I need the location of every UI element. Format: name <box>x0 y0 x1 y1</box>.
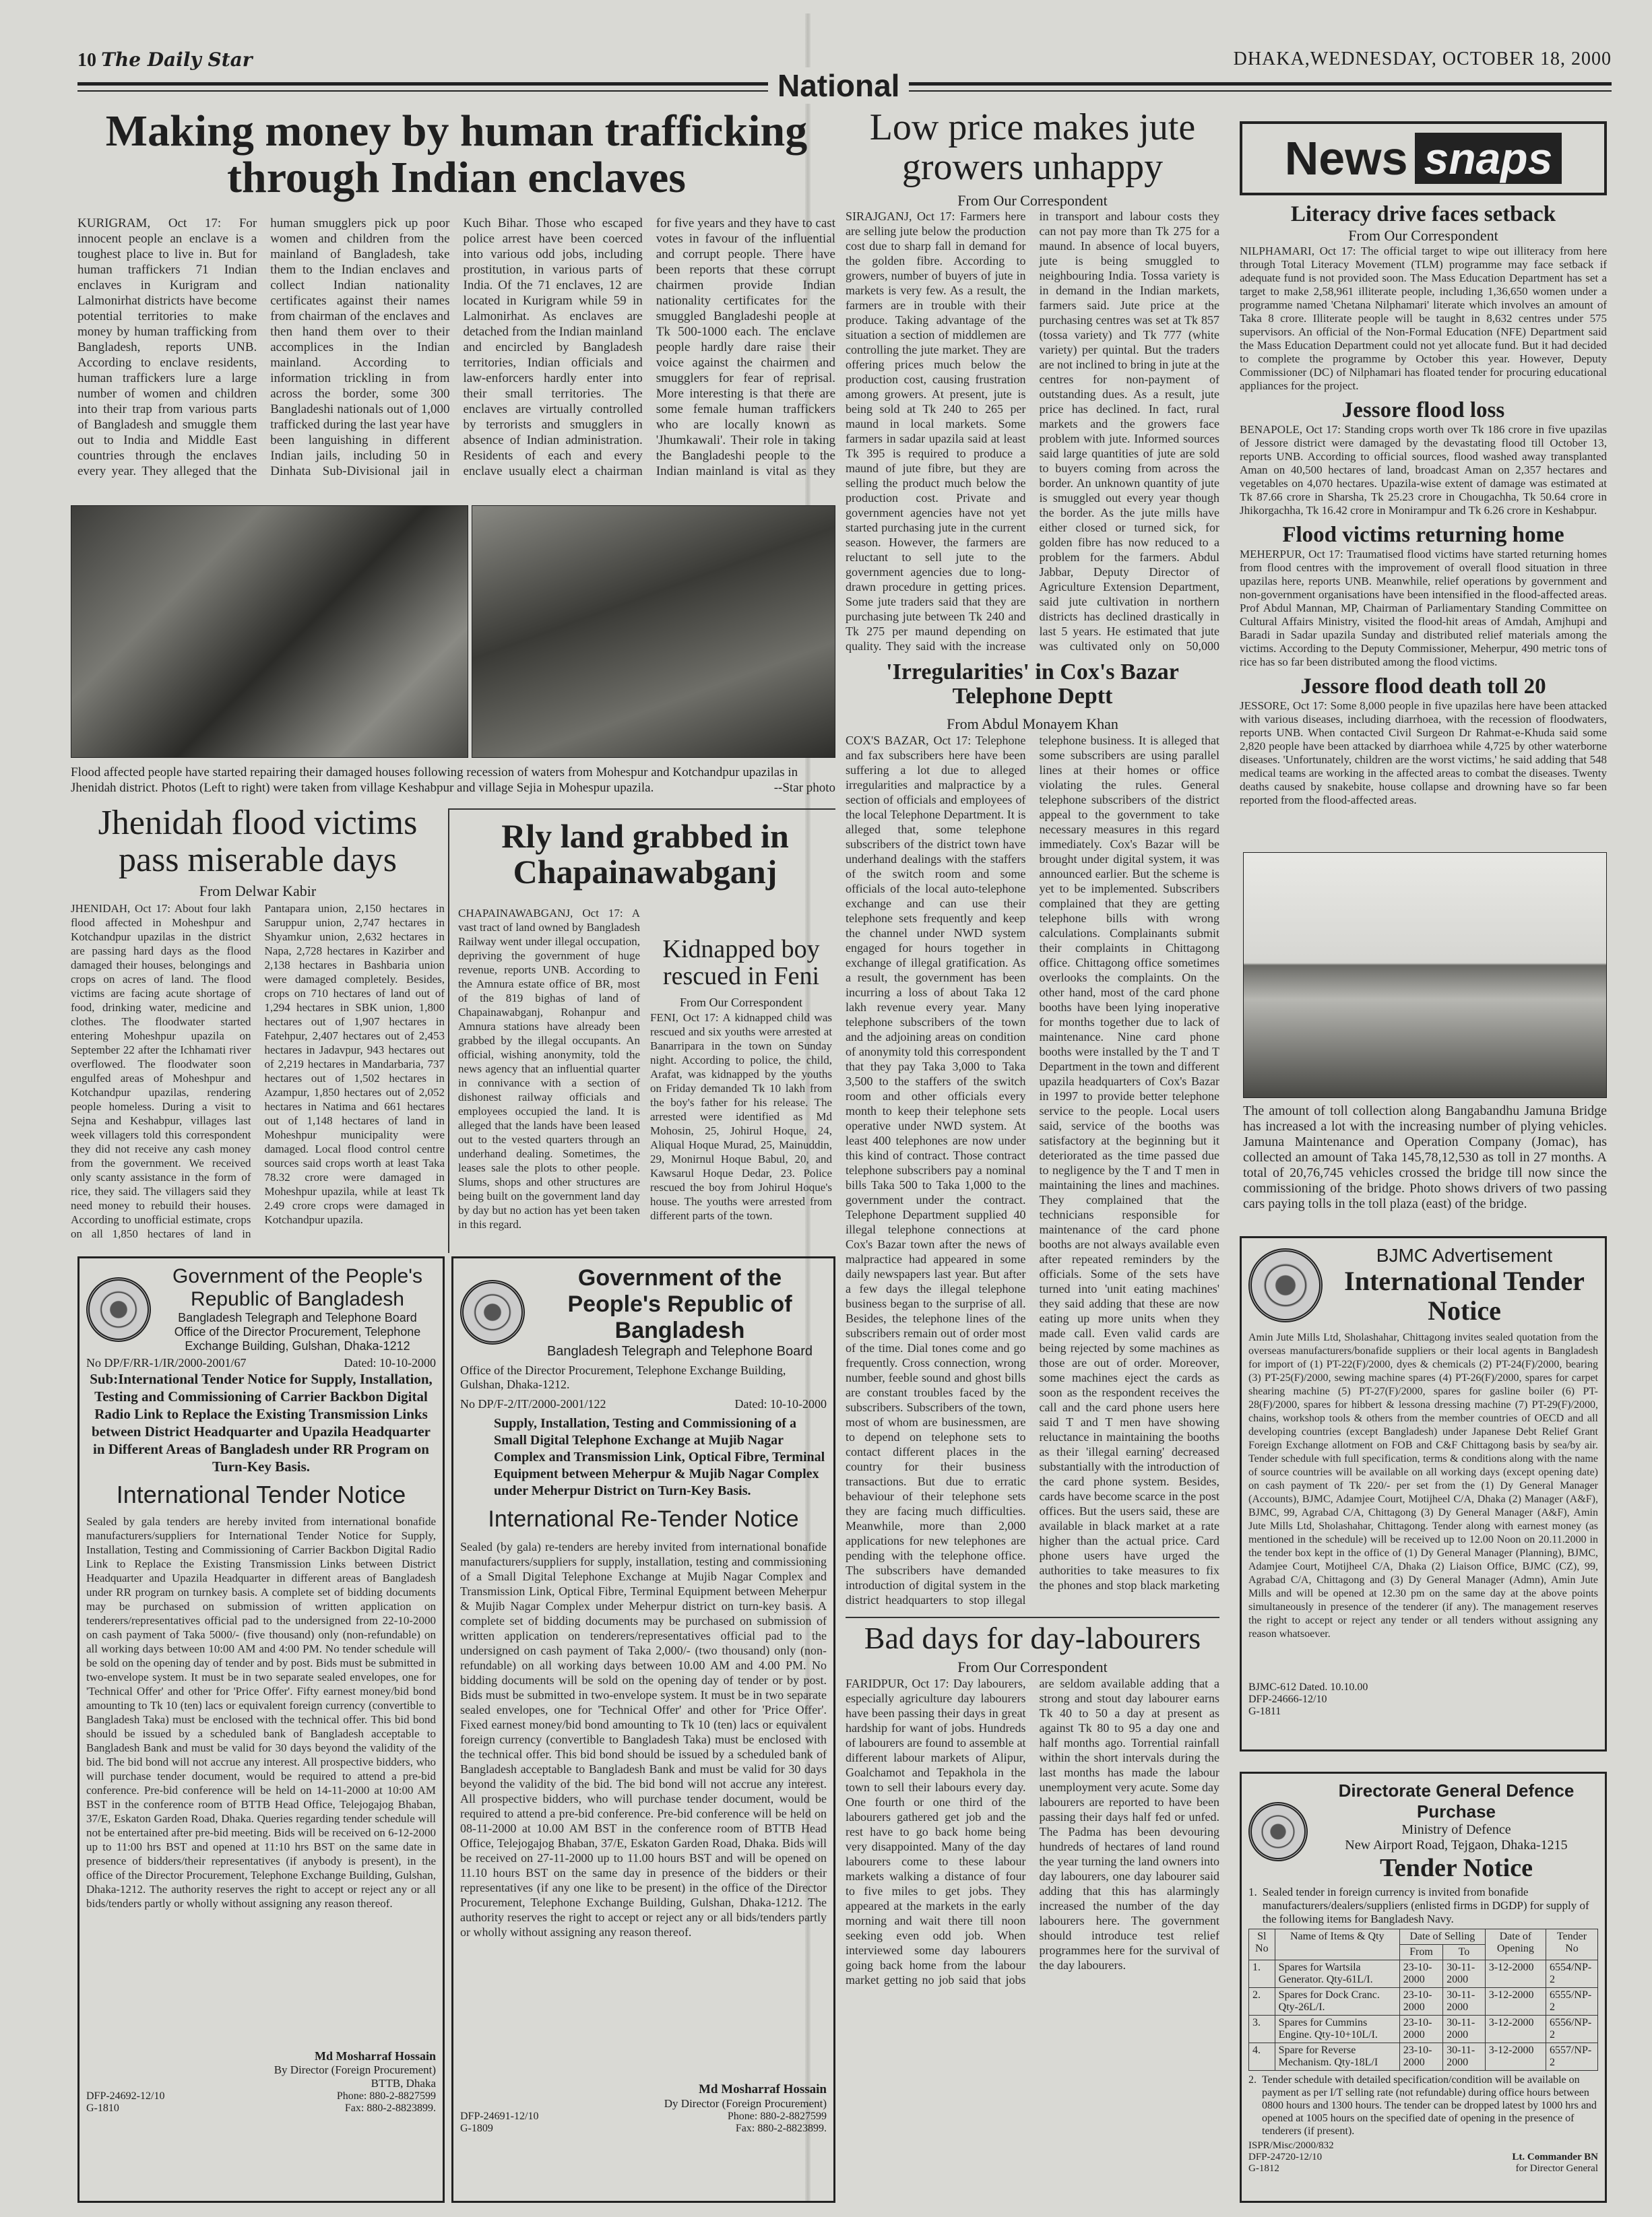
table-header-row <box>1249 1929 1598 1945</box>
ad-code: G-1810 <box>86 2102 119 2114</box>
brief-body: JESSORE, Oct 17: Some 8,000 people in five upazilas here have been attacked with various diseases, including diarrhoea, with the recession of floodwaters, reports UNB. When contacted Civil Surgeon Dr Rahmat-e-Khuda said some 2,820 people have been attacked by diarrhoea while 4,725 by other waterborne diseases. 'Unfortunately, children are the worst victims,' he said adding that 548 medical teams are working in the affected areas to combat the diseases. Twenty deaths caused by snakebite, house collapse and drowning have so far been reported from the flood-affected areas. <box>1240 699 1607 806</box>
ad-office: Office of the Director Procurement, Telephone Exchange Building, Gulshan, Dhaka-1212 <box>174 1325 421 1353</box>
ad-code: DFP-24666-12/10 <box>1248 1694 1327 1705</box>
labourers-headline: Bad days for day-labourers <box>846 1617 1219 1654</box>
ad-date: Dated: 10-10-2000 <box>344 1356 436 1370</box>
cell: 3. <box>1249 2016 1275 2043</box>
cell: 3-12-2000 <box>1485 2043 1546 2071</box>
ad-title: International Tender Notice <box>1344 1266 1585 1326</box>
cell: 6555/NP-2 <box>1546 1988 1597 2016</box>
jute-headline: Low price makes jute growers unhappy <box>869 106 1196 188</box>
coxs-body: COX'S BAZAR, Oct 17: Telephone and fax subscribers here have been suffering a lot due to alleged irregularities and malpractice by a section of officials and employees of the local Telephone Department. It is alleged that, some telephone subscribers of the district town have underhand dealings with the staffers of the switch room and some officials of the local auto-telephone exchange and can use their telephone sets frequently and keep the channel under NWD system engaged for hours together in exchange of illegal gratification. As a result, the government has been incurring a loss of about Taka 12 lakh revenue every year. Many telephone subscribers of the town and the adjoining areas on condition of anonymity told this correspondent that they pay Taka 3,000 to Taka 3,500 to the staffers of the switch room and other officials every month to keep their telephone sets operative under NWD system. At least 400 telephones are now under this kind of contract. Those contract telephone subscribers pay a nominal bills Taka 500 to Taka 1,000 to the government under the contract. Telephone Department supplied 40 illegal telephone connections at Cox's Bazar town after the news of malpractice had appeared in some daily newspapers last year. But after a few days the illegal telephone business began to the surprise of all. Besides, the telephone lines of the subscribers remain out of order most of the time. Dial tones come and go frequently. Cross connection, wrong number, feeble sound and ghost bills are constant troubles faced by the subscribers. Subscribers of the town, most of whom are businessmen, are to depend on telephone sets to contact different places in the country for their business transactions. But due to erratic behaviour of their telephone sets they are facing much difficulties. Meanwhile, more than 2,000 applications for new telephones are pending with the telephone office. The subscribers have demanded introduction of digital system in the district headquarters to stop illegal telephone business. It is alleged that some subscribers are using parallel lines at their homes or office violating the rules. General telephone subscribers of the district appeal to the government to take necessary measures in this regard immediately. Cox's Bazar will be brought under digital system, it was announced earlier. But the scheme is yet to be implemented. Subscribers complained that they are getting telephone bills with wrong calculations. Complainants submit their complaints in Chittagong office. Chittagong office sometimes overlooks the complaints. On the other hand, most of the card phone booths have been lying inoperative for months together due to lack of maintenance. Nine card phone booths were installed by the T and T Department in the town and different upazila headquarters of Cox's Bazar in 1997 to provide better telephone service to the people. Local users said, service of the booths was satisfactory at the beginning but it deteriorated as the time passed due to negligence by the T and T men in maintaining the lines and machines. They complained that the technicians responsible for maintenance of the card phone booths are not always available even after repeated reminders by the officials. Some of the sets have turned into 'unit eating machines' they said adding that these are now eating up more units when they made call. Even valid cards are being rejected by some machines as those are out of order. Moreover, some machines eject the cards as soon as the respondent receives the call and the card phone users here said T and T men have showing reluctance in maintaining the booths as their 'illegal earning' decreased substantially with the introduction of the card phone system. Besides, cards have become scarce in the post offices. But the users said, these are available in black market at a rate higher than the actual price. Card phone users have urged the authorities to take measures to fix the phones and stop black marketing <box>846 734 1219 1607</box>
cell: Spares for Dock Cranc. Qty-26L/I. <box>1275 1988 1399 2016</box>
cell: 23-10-2000 <box>1399 2043 1442 2071</box>
ad-title: International Re-Tender Notice <box>488 1506 799 1532</box>
col-subheader: From <box>1399 1945 1442 1960</box>
ad-board: Bangladesh Telegraph and Telephone Board <box>178 1311 417 1324</box>
feni-headline: Kidnapped boy rescued in Feni <box>662 935 820 990</box>
cell: 4. <box>1249 2043 1275 2071</box>
coxs-headline: 'Irregularities' in Cox's Bazar Telephone Deptt <box>886 660 1179 709</box>
ad-code: DFP-24691-12/10 <box>460 2111 539 2122</box>
ad-fax: Fax: 880-2-8823899. <box>735 2123 827 2134</box>
coxs-byline: From Abdul Monayem Khan <box>947 715 1118 732</box>
flood-photo-credit: --Star photo <box>773 781 835 795</box>
flood-photo-left <box>71 505 468 758</box>
ad-phone: Phone: 880-2-8827599 <box>727 2111 827 2122</box>
ad-signature: Md Mosharraf Hossain <box>699 2082 827 2096</box>
govt-seal-icon <box>86 1277 151 1342</box>
labourers-byline: From Our Correspondent <box>957 1659 1108 1675</box>
ad-code: DFP-24692-12/10 <box>86 2090 165 2102</box>
ad-address: New Airport Road, Tejgaon, Dhaka-1215 <box>1345 1838 1568 1853</box>
dgdp-tender-ad <box>1240 1772 1607 2203</box>
flood-caption-text: Flood affected people have started repairing their damaged houses following recession of waters from Mohespur and Kotchandpur upazilas in Jhenidah district. Photos (Left to right) were taken from village Keshabpur and village Sejia in Mohespur upazila. <box>71 765 798 795</box>
table-row <box>1249 2016 1598 2043</box>
ad-subject: Sub:International Tender Notice for Supply, Installation, Testing and Commissioning of Carrier Backbon Digital Radio Link to Replace the Existing Transmission Links between District Headquarter and Upazila Headquarter in Different Areas of Bangladesh under RR Program on Turn-Key Basis. <box>90 1371 433 1475</box>
table-row <box>1249 2043 1598 2071</box>
cell: 6556/NP-2 <box>1546 2016 1597 2043</box>
ad-ref: No DP/F-2/IT/2000-2001/122 <box>460 1397 606 1411</box>
col-header: Name of Items & Qty <box>1275 1929 1399 1960</box>
ad-code: G-1811 <box>1248 1706 1281 1717</box>
jute-body: SIRAJGANJ, Oct 17: Farmers here are selling jute below the production cost due to sharp fall in demand for the golden fibre. According to growers, number of buyers of jute in markets is very few. As a result, the farmers are in trouble with their produce. Taking advantage of the situation a section of middlemen are controlling the jute market. They are offering prices much below the production cost, causing frustration among growers. At present, jute is being sold at Tk 240 to 265 per maund in local markets. Some farmers in sadar upazila said at least Tk 395 is required to produce a maund of jute fibre, but they are selling the product much below the production cost. Private and government agencies have not yet started purchasing jute in the current season. However, the farmers are reluctant to sell jute to the government agencies due to long-drawn procedure in getting prices. Some jute traders said that they are purchasing jute between Tk 240 and Tk 275 per maund depending on quality. They said with the increase in transport and labour costs they can not pay more than Tk 275 for a maund. In absence of local buyers, jute is being smuggled to neighbouring India. Tossa variety is in demand in the Indian markets, farmers said. Jute price at the purchasing centres was set at Tk 857 (tossa variety) and Tk 777 (white variety) per quintal. But the traders are not inclined to bring in jute at the centres for non-payment of outstanding dues. As a result, jute price has declined. In fact, rural markets and the growers face problem with jute. Informed sources said large quantities of jute are sold to buyers coming from across the border. An unknown quantity of jute is smuggled out every year though the border. As the jute mills have either closed or turned sick, for golden fibre has now reduced to a problem for the farmers. Abdul Jabbar, Deputy Director of Agriculture Extension Department, said jute cultivation in northern districts has declined drastically in last 5 years. He estimated that jute was cultivated only on 50,000 <box>846 210 1219 653</box>
ad-item-number: 1. <box>1248 1886 1257 1898</box>
ad-body: Amin Jute Mills Ltd, Sholashahar, Chittagong invites sealed quotation from the overseas manufacturers/bonafide suppliers or their local agents in Bangladesh for import of (1) PT-22(F)/2000, dyes & chemicals (2) PT-24(F)/2000, bearing (3) PT-25(F)/2000, sewing machine spares (4) PT-26(F)/2000, spares for carpet shearing machine (5) PT-27(F)/2000, spares for gasline boiler (6) PT-28(F)/2000, spares for hibbert & lessona dressing machine (7) PT-29(F)/2000, chains, workshop tools & others from the member countries of OECD and all developing countries (except Bangladesh) under Japanese Debt Relief Grant Foreign Exchange allotment on FOB and C&F Chittagong basis by sea/by air. Tender schedule with full specification, terms & conditions along with the name of source countries will be available on all working days (except opening date) on cash payment of Tk 220/- per set from the (1) Dy General Manager (Accounts), BJMC, Adamjee Court, Motijheel C/A, Dhaka (2) Manager (A&F), BJMC, 99, Agrabad C/A, Chittagong (3) Dy General Manager (A&F), Amin Jute Mills Ltd, Sholashahar, Chittagong. Tender along with earnest money (as mentioned in the schedule) will be received up to 12.00 Noon on 20.11.2000 in the tender box kept in the office of (1) Dy General Manager (Planning), BJMC, Adamjee Court, Motijheel C/A, Dhaka (2) Liaison Office, BJMC (CZ), 99, Agrabad C/A, Chittagong and (3) Dy General Manager (Admn), Amin Jute Mills and will be opened at 12.30 pm on the same day at the above points simultaneously in presence of the tenderer (if any). The management reserves the right to accept or reject any tender or all tenders without assigning any reason whatsoever. <box>1248 1332 1598 1640</box>
news-snaps-title-b: snaps <box>1415 133 1562 184</box>
defence-crest-icon <box>1248 1802 1308 1861</box>
jhenidah-body: JHENIDAH, Oct 17: About four lakh flood affected in Moheshpur and Kotchandpur upazilas in the district are passing hard days as the flood damaged their houses, belongings and crops on acres of land. The flood victims are facing acute shortage of food, drinking water, medicine and clothes. The floodwater started entering Moheshpur upazila on September 22 after the Ichhamati river overflowed. The floodwater soon engulfed areas of Moheshpur and Kotchandpur upazilas, rendering people homeless. During a visit to Sejna and Keshabpur, villages last week villagers told this correspondent they did not receive any cash money from the government. We received only scanty assistance in the form of rice, they said. The villagers said they need money to rebuild their houses. According to unofficial estimate, crops on all 1,850 hectares of land in Pantapara union, 2,150 hectares in Saruppur union, 2,747 hectares in Shyamkur union, 2,632 hectares in Napa, 2,728 hectares in Kazirber and 2,138 hectares in Bashbaria union were damaged completely. Besides, crops on 710 hectares of land out of 1,294 hectares in SBK union, 1,800 hectares out of 1,907 hectares in Fatehpur, 2,407 hectares out of 2,453 hectares in Jadavpur, 943 hectares out of 2,219 hectares in Mandarbaria, 737 hectares out of 1,502 hectares in Azampur, 1,850 hectares out of 2,052 hectares in Natima and 661 hectares out of 1,148 hectares of land in Moheshpur municipality were damaged. Local flood control centre sources said crops worth at least Taka 78.32 crore were damaged in Moheshpur upazila, while at least Tk 2.49 crore crops were damaged in Kotchandpur upazila. <box>71 902 445 1240</box>
jhenidah-headline: Jhenidah flood victims pass miserable days <box>98 804 418 879</box>
flood-photo-caption <box>71 765 835 796</box>
ad-board: Bangladesh Telegraph and Telephone Board <box>546 1344 813 1359</box>
bttb-tender-ad-2 <box>451 1256 835 2203</box>
ad-label: BJMC Advertisement <box>1376 1245 1553 1266</box>
trafficking-headline: Making money by human trafficking through Indian enclaves <box>105 106 808 203</box>
brief-byline: From Our Correspondent <box>1348 227 1498 244</box>
brief-body: MEHERPUR, Oct 17: Traumatised flood victims have started returning homes from flood centres with the improvement of overall flood situation in three upazilas here, reports UNB. Meanwhile, relief operations by government and non-government organisations have been intensified in the flood-affected areas. Prof Abdul Mannan, MP, Chairman of Parliamentary Standing Committee on Cultural Affairs Ministry, visited the flood-hit areas of Amdah, Amjhupi and Baradi in Sadar upazila Sunday and distributed relief materials among the victims. According to the Deputy Commissioner, Meherpur, 490 metric tons of rice has so far been distributed among the flood victims. <box>1240 548 1607 668</box>
bridge-photo <box>1243 852 1607 1098</box>
news-snaps-title-a: News <box>1284 132 1408 185</box>
cell: 30-11-2000 <box>1443 1960 1486 1988</box>
flood-photo-right <box>472 505 835 758</box>
ad-subject: Supply, Installation, Testing and Commissioning of a Small Digital Telephone Exchange at Mujib Nagar Complex and Transmission Link, Optical Fibre, Terminal Equipment between Meherpur & Mujib Nagar Complex under Meherpur District on Turn-Key Basis. <box>494 1416 825 1498</box>
ad-body: Sealed by gala tenders are hereby invited from international bonafide manufacturers/suppliers for International Tender Notice for Supply, Installation, Testing and Commissioning of Carrier Backbon Digital Radio Link to Replace the Existing Transmission Links between District Headquarter and Upazila Headquarter in different areas of Bangladesh under RR program on turnkey basis. A complete set of bidding documents may be purchased on submission of written application on tenderers/representatives official pad to the undersigned from 22-10-2000 on cash payment of Taka 5000/- (five thousand) only (non-refundable) on all working days between 10:00 AM and 4:00 PM. No tender schedule will be sold on the opening day of tender and by post. Bids must be submitted in two-envelope system. It must be in two separate sealed envelopes, one for 'Technical Offer' and other for 'Price Offer'. Fifty earnest money/bid bond amounting to Tk 10 (ten) lacs or equivalent foreign currency (convertible to Bangladesh Taka) must be enclosed with the technical offer. This bid bond should be issued by a scheduled bank of Bangladesh acceptable to Bangladesh Bank and must be valid for 30 days beyond the validity of the bid. The bid bond will not accrue any interest. All prospective bidders, who will purchase tender document, would be required to attend a pre-bid conference. Pre-bid conference will be held on 14-11-2000 at 10:00 AM BST in the conference room of BTTB Head Office, Telejogajog Bhaban, 37/E, Eskaton Garden Road, Dhaka. Queries regarding tender schedule will not be entertained after pre-bid meeting. Bids will be received on 6-12-2000 up to 11:00 hrs BST and opened at 11:10 hrs BST on the same date in presence of bidders/their representatives (if anybody is present), in the office of the Director Procurement, Telephone Exchange Building, Gulshan, Dhaka-1212. The authority reserves the right to accept or reject any or all bids/tenders partly or wholly without assigning any reason thereof. <box>86 1515 436 1910</box>
cell: 30-11-2000 <box>1443 2016 1486 2043</box>
cell: 23-10-2000 <box>1399 2016 1442 2043</box>
ad-title: International Tender Notice <box>116 1481 406 1508</box>
section-label: National <box>768 67 909 104</box>
brief-headline: Literacy drive faces setback <box>1290 202 1556 226</box>
news-snaps-column <box>1240 202 1607 849</box>
cell: 3-12-2000 <box>1485 2016 1546 2043</box>
jhenidah-byline: From Delwar Kabir <box>199 882 317 899</box>
ad-signature-title: for Director General <box>1515 2163 1598 2174</box>
col-header: Tender No <box>1546 1929 1597 1960</box>
ad-fax: Fax: 880-2-8823899. <box>344 2102 436 2114</box>
brief-headline: Jessore flood death toll 20 <box>1300 674 1546 699</box>
ad-phone: Phone: 880-2-8827599 <box>336 2090 436 2102</box>
ad-title: Directorate General Defence Purchase <box>1338 1780 1575 1822</box>
col-header: Date of Selling <box>1399 1929 1485 1945</box>
cell: 2. <box>1249 1988 1275 2016</box>
col-subheader: To <box>1443 1945 1486 1960</box>
ad-note-number: 2. <box>1248 2074 1257 2086</box>
table-row <box>1249 1988 1598 2016</box>
cell: Spares for Wartsila Generator. Qty-61L/I. <box>1275 1960 1399 1988</box>
ad-intro: Sealed tender in foreign currency is invited from bonafide manufacturers/dealers/suppliers (enlisted firms in DGDP) for supply of the following items for Bangladesh Navy. <box>1262 1886 1589 1925</box>
brief-headline: Flood victims returning home <box>1282 523 1564 547</box>
brief-body: BENAPOLE, Oct 17: Standing crops worth over Tk 186 crore in five upazilas of Jessore district were damaged by the devastating flood till October 13, reports UNB. According to official sources, flood washed away transplanted Aman on 40,500 hectares of land, broadcast Aman on 2,357 hectares and vegetables on 4,070 hectares. Upazila-wise extent of damage was estimated at Tk 87.66 crore in Sharsha, Tk 25.23 crore in Chougachha, Tk 50.64 crore in Jhikorgachha, Tk 16.42 crore in Monirampur and Tk 6.26 crore in Keshabpur. <box>1240 423 1607 517</box>
brief-headline: Jessore flood loss <box>1341 398 1505 422</box>
col-header: Sl No <box>1249 1929 1275 1960</box>
masthead-left <box>77 49 253 71</box>
dateline: DHAKA,WEDNESDAY, OCTOBER 18, 2000 <box>1233 49 1612 69</box>
brief-body: NILPHAMARI, Oct 17: The official target to wipe out illiteracy from here through Total Literacy Movement (TLM) programme may face setback if adequate fund is not provided soon. The Mass Education Department has set a target to make 2,58,961 illiterate people, including 1,36,650 women under a programme named 'Chetana Nilphamari' literate which involves an amount of Taka 8 crore. Illiterate people will be taught in 8,632 centres under 575 supervisors. An official of the Non-Formal Education (NFE) Department said the Mass Education Department could not yet allocate fund. But it had decided to complete the programme by October this year. However, Deputy Commissioner (DC) of Nilphamari has floated tender for procuring educational appliances for the project. <box>1240 245 1607 392</box>
ad-code: ISPR/Misc/2000/832 <box>1248 2140 1334 2151</box>
feni-byline: From Our Correspondent <box>680 996 802 1009</box>
col-header: Date of Opening <box>1485 1929 1546 1960</box>
ad-code: DFP-24720-12/10 <box>1248 2152 1323 2162</box>
govt-seal-icon <box>460 1280 525 1345</box>
cell: 23-10-2000 <box>1399 1988 1442 2016</box>
cell: 1. <box>1249 1960 1275 1988</box>
cell: 3-12-2000 <box>1485 1960 1546 1988</box>
bridge-caption: The amount of toll collection along Bangabandhu Jamuna Bridge has increased a lot with the increasing number of plying vehicles. Jamuna Maintenance and Operation Company (Jomac), has collected an amount of Taka 145,78,12,530 as toll in 27 months. A total of 20,76,745 vehicles crossed the bridge till now since the commissioning of the bridge. Photo shows drivers of two passing cars paying tolls in the toll plaza (east) of the bridge. <box>1243 1103 1607 1211</box>
ad-govt: Government of the People's Republic of Bangladesh <box>172 1265 422 1310</box>
ad-code: BJMC-612 Dated. 10.10.00 <box>1248 1681 1368 1693</box>
cell: 23-10-2000 <box>1399 1960 1442 1988</box>
bttb-tender-ad-1 <box>77 1256 445 2203</box>
ad-signature-title: By Director (Foreign Procurement) <box>274 2063 436 2076</box>
cell: 30-11-2000 <box>1443 2043 1486 2071</box>
chapai-headline: Rly land grabbed in Chapainawabganj <box>501 817 789 891</box>
ad-govt: Government of the People's Republic of Bangladesh <box>567 1265 792 1343</box>
labourers-body: FARIDPUR, Oct 17: Day labourers, especially agriculture day labourers have been passing their days in great hardship for want of jobs. Hundreds of labourers are found to assemble at different labour markets of Alipur, Goalchamot and Tepakhola in the town to sell their labours every day. One fourth or one third of the labourers gathered get job and the rest have to go back home being very disappointed. Many of the day labourers come to these labour markets walking a distance of four to five miles to get jobs. They appeared at the markets in the early morning and wait there till noon seeking even odd job. When interviewed some day labourers going back home from the labour market getting no job said that jobs are seldom available adding that a strong and stout day labourer earns Tk 40 to 50 a day at present as against Tk 80 to 95 a day one and half months ago. Torrential rainfall within the short intervals during the last months has made the labour unemployment very acute. Some day labourers are reported to have been passing their days half fed or unfed. The Padma has been devouring hundreds of hectares of land round the year turning the land owners into day labourers, one day labourer said adding that this has alarmingly increased the number of the day labourers here. The government should introduce test relief programmes here for the survival of the day labourers. <box>846 1677 1219 1987</box>
cell: Spare for Reverse Mechanism. Qty-18L/I <box>1275 2043 1399 2071</box>
cell: 3-12-2000 <box>1485 1988 1546 2016</box>
ad-code: G-1812 <box>1248 2163 1279 2174</box>
ad-notice: Tender Notice <box>1380 1854 1533 1882</box>
ad-body: Sealed (by gala) re-tenders are hereby invited from international bonafide manufacturers/suppliers for supply, installation, testing and commissioning of a Small Digital Telephone Exchange at Mujib Nagar Complex and Transmission Link, Optical Fibre, Terminal Equipment between Meherpur & Mujib Nagar Complex under Meherpur district on turn-key basis. A complete set of bidding documents may be purchased on submission of written application on tenderers/representatives official pad to the undersigned on cash payment of Taka 2,000/- (two thousand) only (non-refundable) on all working days between 10.00 AM and 4.00 PM. No bidding documents will be sold on the opening day of tender or by post. Bids must be submitted in two-envelope system. It must be in two separate sealed envelopes, one for 'Technical Offer' and other for 'Price Offer'. Fixed earnest money/bid bond amounting to Tk 10 (ten) lacs or equivalent foreign currency (convertible to Bangladesh Taka) must be enclosed with the technical offer. This bid bond should be issued by a scheduled bank of Bangladesh acceptable to Bangladesh Bank and must be valid for 30 days beyond the validity of the bid. The bid bond will not accrue any interest. All prospective bidders, who will purchase tender document, would be required to attend a pre-bid conference. Pre-bid conference will be held on 08-11-2000 at 10.00 AM BST in the conference room of BTTB Head Office, Telejogajog Bhaban, 37/E, Eskaton Garden Road, Dhaka. Bids will be received on 27-11-2000 up to 11.00 hours BST and will be opened on 11.10 hours BST on the same day in presence of the bidders or their representatives (if any one like to be present) in the office of the Director Procurement, Telephone Exchange Building, Gulshan, Dhaka-1212. The authority reserves the right to accept or reject any or all bids/tenders partly or wholly without assigning any reason thereof. <box>460 1540 827 1939</box>
feni-body: FENI, Oct 17: A kidnapped child was rescued and six youths were arrested at Banarripara in the town on Sunday night. According to police, the child, Arafat, was kidnapped by the youths on Friday demanded Tk 10 lakh from the boy's father for his release. The arrested were identified as Md Mohosin, 25, Johirul Hoque, 24, Aliqual Hoque Murad, 25, Mainuddin, 29, Monirnul Hoque Babul, 20, and Kawsarul Hoque Dedar, 23. Police rescued the boy from Johirul Hoque's house. The youths were arrested from different parts of the town. <box>650 1011 832 1222</box>
cell: Spares for Cummins Engine. Qty-10+10L/I. <box>1275 2016 1399 2043</box>
ad-code: G-1809 <box>460 2123 493 2134</box>
ad-note: Tender schedule with detailed specification/condition will be available on payment as per I/T selling rate (not refundable) during office hours between 0800 hours and 1300 hours. The tender can be dropped latest by 1000 hrs and opened at 1005 hours on the specified date of opening in the presence of tenderers (if present). <box>1262 2074 1597 2137</box>
ad-date: Dated: 10-10-2000 <box>734 1397 827 1411</box>
cell: 30-11-2000 <box>1443 1988 1486 2016</box>
chapai-body: CHAPAINAWABGANJ, Oct 17: A vast tract of land owned by Bangladesh Railway went under illegal occupation, depriving the government of huge revenue, reports UNB. According to the Amnura estate office of BR, most of the 819 bighas of land of Chapainawabganj, Rohanpur and Amnura stations have already been grabbed by the illegal occupants. An official, wishing anonymity, told the news agency that an influential quarter in connivance with a section of dishonest railway officials and employees occupied the land. It is alleged that the lands have been leased out to the vested quarters through an underhand dealing. Sometimes, the leases sale the plots to other people. Slums, shops and other structures are being built on the government land day by day but no action has yet been taken in this regard. <box>458 907 640 1231</box>
ad-signature-org: BTTB, Dhaka <box>371 2077 436 2090</box>
table-row <box>1249 1960 1598 1988</box>
tender-table <box>1248 1929 1598 2071</box>
bjmc-tender-ad <box>1240 1236 1607 1752</box>
ad-ministry: Ministry of Defence <box>1401 1822 1511 1837</box>
ad-signature: Md Mosharraf Hossain <box>315 2049 436 2063</box>
ad-signature-title: Dy Director (Foreign Procurement) <box>664 2097 827 2110</box>
bjmc-logo-icon <box>1248 1248 1323 1322</box>
news-snaps-banner <box>1240 121 1607 195</box>
cell: 6557/NP-2 <box>1546 2043 1597 2071</box>
page-number: 10 <box>77 50 96 71</box>
jute-byline: From Our Correspondent <box>957 192 1108 209</box>
ad-ref: No DP/F/RR-1/IR/2000-2001/67 <box>86 1356 247 1370</box>
ad-signature: Lt. Commander BN <box>1512 2152 1598 2162</box>
trafficking-body: KURIGRAM, Oct 17: For innocent people an enclave is a toughest place to live in. But for human traffickers 71 Indian enclaves in Kurigram and Lalmonirhat districts have become potential territories to make money by human trafficking from Bangladesh, reports UNB. According to enclave residents, human traffickers lure a large number of women and children into their trap from various parts of Bangladesh and smuggle them out to India and Middle East countries through the enclaves every year. They alleged that the human smugglers pick up poor women and children from the mainland of Bangladesh, take them to the Indian enclaves and collect Indian nationality certificates against their names from chairman of the enclaves and then hand them over to their accomplices in the Indian mainland. According to information trickling in from across the border, some 300 Bangladeshi nationals out of 1,000 trafficked during the last year have been languishing in different Indian jails, including 50 in Dinhata Sub-Divisional jail in Kuch Bihar. Those who escaped police arrest have been coerced into various odd jobs, including prostitution, in various parts of India. Of the 71 enclaves, 12 are located in Kurigram while 59 in Lalmonirhat. As enclaves are detached from the Indian mainland and encircled by Bangladesh territories, Indian officials and law-enforcers hardly enter into their small territories. The enclaves are virtually controlled by terrorists and smugglers in absence of Indian administration. Residents of each and every enclave usually elect a chairman for five years and they have to cast votes in favour of the influential and corrupt people. There have been reports that these corrupt chairmen provide Indian nationality certificates for the smuggled Bangladeshi people at Tk 500-1000 each. The enclave people hardly dare raise their voice against the chairmen and smugglers for fear of reprisal. More interesting is that there are some female human traffickers who are locally known as 'Jhumkawali'. Their role in taking the Bangladeshi people to the Indian mainland is vital as they <box>77 216 835 478</box>
cell: 6554/NP-2 <box>1546 1960 1597 1988</box>
paper-name: The Daily Star <box>101 49 253 71</box>
ad-office: Office of the Director Procurement, Telephone Exchange Building, Gulshan, Dhaka-1212. <box>460 1363 786 1391</box>
